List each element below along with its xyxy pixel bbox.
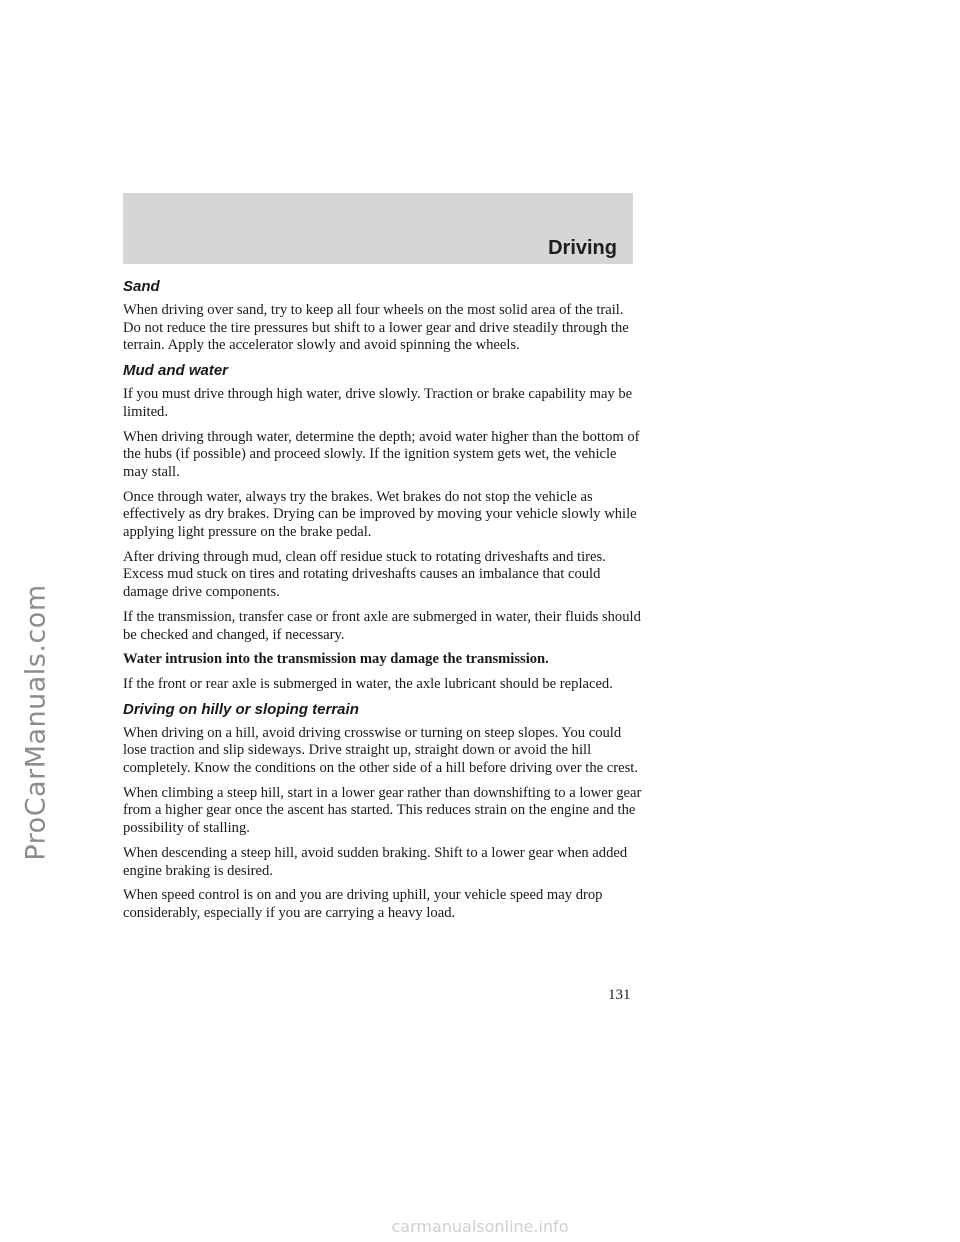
paragraph: If the transmission, transfer case or front axle are submerged in water, their fluids should be checked and changed, if necessary. [123, 608, 641, 643]
paragraph: When driving on a hill, avoid driving crosswise or turning on steep slopes. You could lose traction and slip sideways. Drive straight up, straight down or avoid the hill completely. Know the conditions on the other side of a hill before driving over the crest. [123, 724, 638, 777]
section-title: Driving [548, 237, 617, 259]
paragraph: When driving through water, determine the depth; avoid water higher than the bottom of the hubs (if possible) and proceed slowly. If the ignition system gets wet, the vehicle may stall. [123, 428, 640, 480]
paragraph: When driving over sand, try to keep all four wheels on the most solid area of the trail. Do not reduce the tire pressures but shift to a lower gear and drive steadily through the terrain. Apply the accelerator slowly and avoid spinning the wheels. [123, 302, 629, 354]
paragraph: If you must drive through high water, drive slowly. Traction or brake capability may be limited. [123, 386, 633, 420]
paragraph: When speed control is on and you are driving uphill, your vehicle speed may drop considerably, especially if you are carrying a heavy load. [123, 887, 603, 921]
paragraph: When climbing a steep hill, start in a lower gear rather than downshifting to a lower gear from a higher gear once the ascent has started. This reduces strain on the engine and the possibility of stalling. [123, 784, 642, 837]
section-header-band [123, 193, 633, 264]
page-content [123, 278, 643, 930]
heading-mud-and-water: Mud and water [123, 362, 229, 380]
paragraph: Once through water, always try the brakes. Wet brakes do not stop the vehicle as effectively as dry brakes. Drying can be improved by moving your vehicle slowly while applying light pressure on the brake pedal. [123, 488, 637, 541]
paragraph: When descending a steep hill, avoid sudden braking. Shift to a lower gear when added engine braking is desired. [123, 844, 628, 879]
side-watermark [6, 512, 66, 932]
heading-sand: Sand [123, 278, 160, 295]
paragraph: After driving through mud, clean off residue stuck to rotating driveshafts and tires. Excess mud stuck on tires and rotating driveshafts causes an imbalance that could damage drive components. [123, 548, 606, 601]
footer-watermark: carmanualsonline.info [391, 1217, 569, 1236]
page-number: 131 [608, 987, 631, 1003]
paragraph: If the front or rear axle is submerged in water, the axle lubricant should be replaced. [123, 675, 613, 692]
warning-paragraph: Water intrusion into the transmission may damage the transmission. [123, 651, 549, 668]
heading-hilly-terrain: Driving on hilly or sloping terrain [123, 700, 359, 718]
side-watermark-text: ProCarManuals.com [20, 583, 52, 861]
